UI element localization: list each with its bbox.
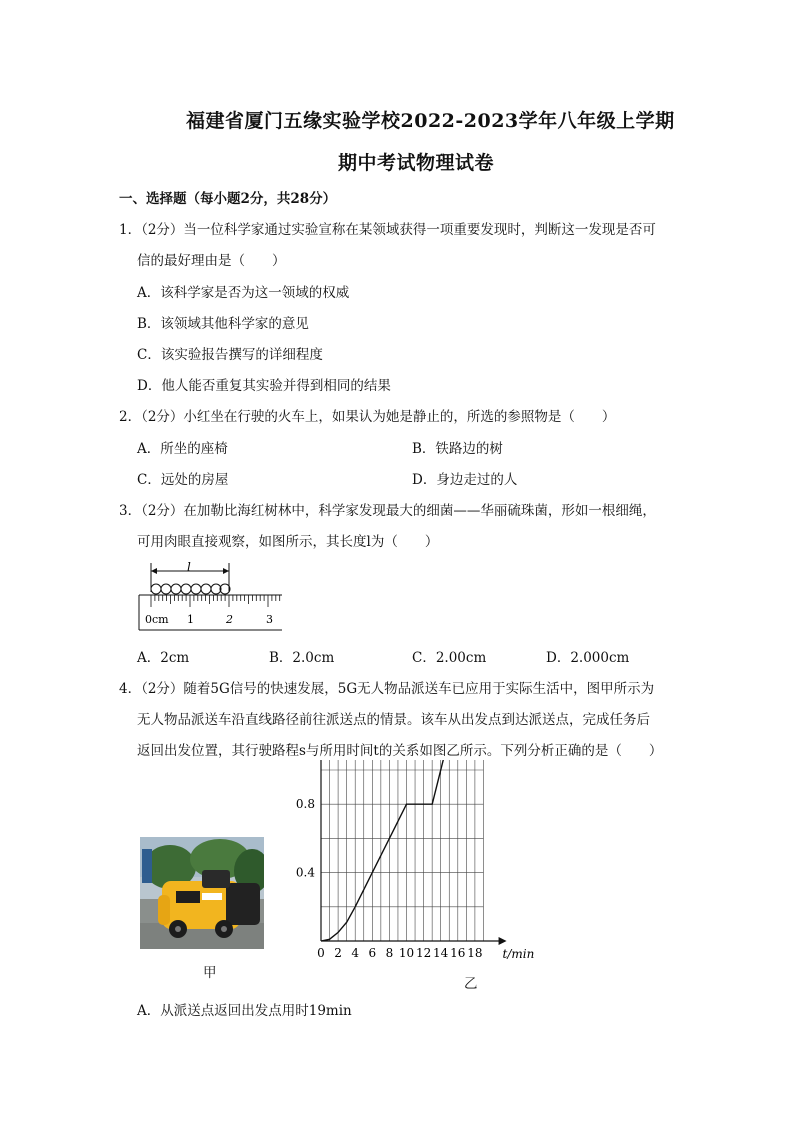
x-tick-label: 10 <box>398 946 415 960</box>
length-arrow-right-head <box>223 568 229 574</box>
x-tick-label: 4 <box>351 946 360 960</box>
x-axis-arrow <box>499 937 507 945</box>
question-4-stem-cont-2: 返回出发位置，其行驶路程s与所用时间t的关系如图乙所示。下列分析正确的是（ ） <box>137 743 663 759</box>
graph-caption: 乙 <box>464 976 478 992</box>
x-tick-label: 12 <box>415 946 432 960</box>
x-tick-label: 18 <box>467 946 483 960</box>
ruler-label-2: 2 <box>226 613 233 626</box>
ruler-ticks <box>151 595 280 607</box>
question-1-option-b: B．该领域其他科学家的意见 <box>137 316 309 332</box>
question-3-option-a: A．2cm <box>137 650 190 666</box>
length-label: l <box>187 560 191 574</box>
page-subtitle: 期中考试物理试卷 <box>338 152 495 174</box>
question-1-option-a: A．该科学家是否为这一领域的权威 <box>137 285 350 301</box>
x-axis-label: t/min <box>502 947 535 961</box>
delivery-vehicle-photo <box>140 837 264 949</box>
question-2-option-a: A．所坐的座椅 <box>137 441 228 457</box>
x-tick-label: 16 <box>450 946 466 960</box>
bacterium-chain <box>151 584 230 594</box>
section-heading: 一、选择题（每小题2分，共28分） <box>119 191 337 207</box>
question-3-option-b: B．2.0cm <box>269 650 335 666</box>
question-1-option-c: C．该实验报告撰写的详细程度 <box>137 347 323 363</box>
y-tick-label: 0.4 <box>296 865 315 880</box>
question-4-option-a: A．从派送点返回出发点用时19min <box>137 1003 352 1019</box>
distance-time-graph <box>296 760 716 975</box>
x-tick-label: 2 <box>334 946 342 960</box>
question-3-option-c: C．2.00cm <box>412 650 487 666</box>
ruler-label-1: 1 <box>187 613 194 626</box>
graph-grid <box>321 760 483 941</box>
question-2-stem: 2．（2分）小红坐在行驶的火车上，如果认为她是静止的，所选的参照物是（ ） <box>119 409 616 425</box>
x-tick-label: 0 <box>317 946 325 960</box>
question-3-stem-cont: 可用肉眼直接观察，如图所示，其长度l为（ ） <box>137 534 439 550</box>
y-tick-label: 0.8 <box>296 797 315 812</box>
ruler-figure <box>136 560 286 632</box>
page-title: 福建省厦门五缘实验学校2022-2023学年八年级上学期 <box>186 110 675 132</box>
ruler-label-3: 3 <box>266 613 273 626</box>
question-4-stem: 4．（2分）随着5G信号的快速发展，5G无人物品派送车已应用于实际生活中，图甲所示为 <box>119 681 655 697</box>
x-tick-label: 14 <box>433 946 449 960</box>
x-tick-label: 8 <box>385 946 394 960</box>
question-1-stem: 1．（2分）当一位科学家通过实验宣称在某领域获得一项重要发现时，判断这一发现是否可 <box>119 222 656 238</box>
question-1-stem-cont: 信的最好理由是（ ） <box>137 253 286 269</box>
length-arrow-left-head <box>151 568 157 574</box>
question-2-option-b: B．铁路边的树 <box>412 441 503 457</box>
ruler-label-0: 0cm <box>145 613 169 626</box>
question-3-option-d: D．2.000cm <box>546 650 630 666</box>
x-tick-label: 6 <box>368 946 377 960</box>
question-2-option-c: C．远处的房屋 <box>137 472 229 488</box>
question-4-stem-cont: 无人物品派送车沿直线路径前往派送点的情景。该车从出发点到达派送点，完成任务后 <box>137 712 650 728</box>
question-1-option-d: D．他人能否重复其实验并得到相同的结果 <box>137 378 391 394</box>
photo-caption: 甲 <box>203 965 217 981</box>
distance-curve <box>321 760 484 941</box>
question-3-stem: 3．（2分）在加勒比海红树林中，科学家发现最大的细菌——华丽硫珠菌，形如一根细绳， <box>119 503 656 519</box>
question-2-option-d: D．身边走过的人 <box>412 472 518 488</box>
